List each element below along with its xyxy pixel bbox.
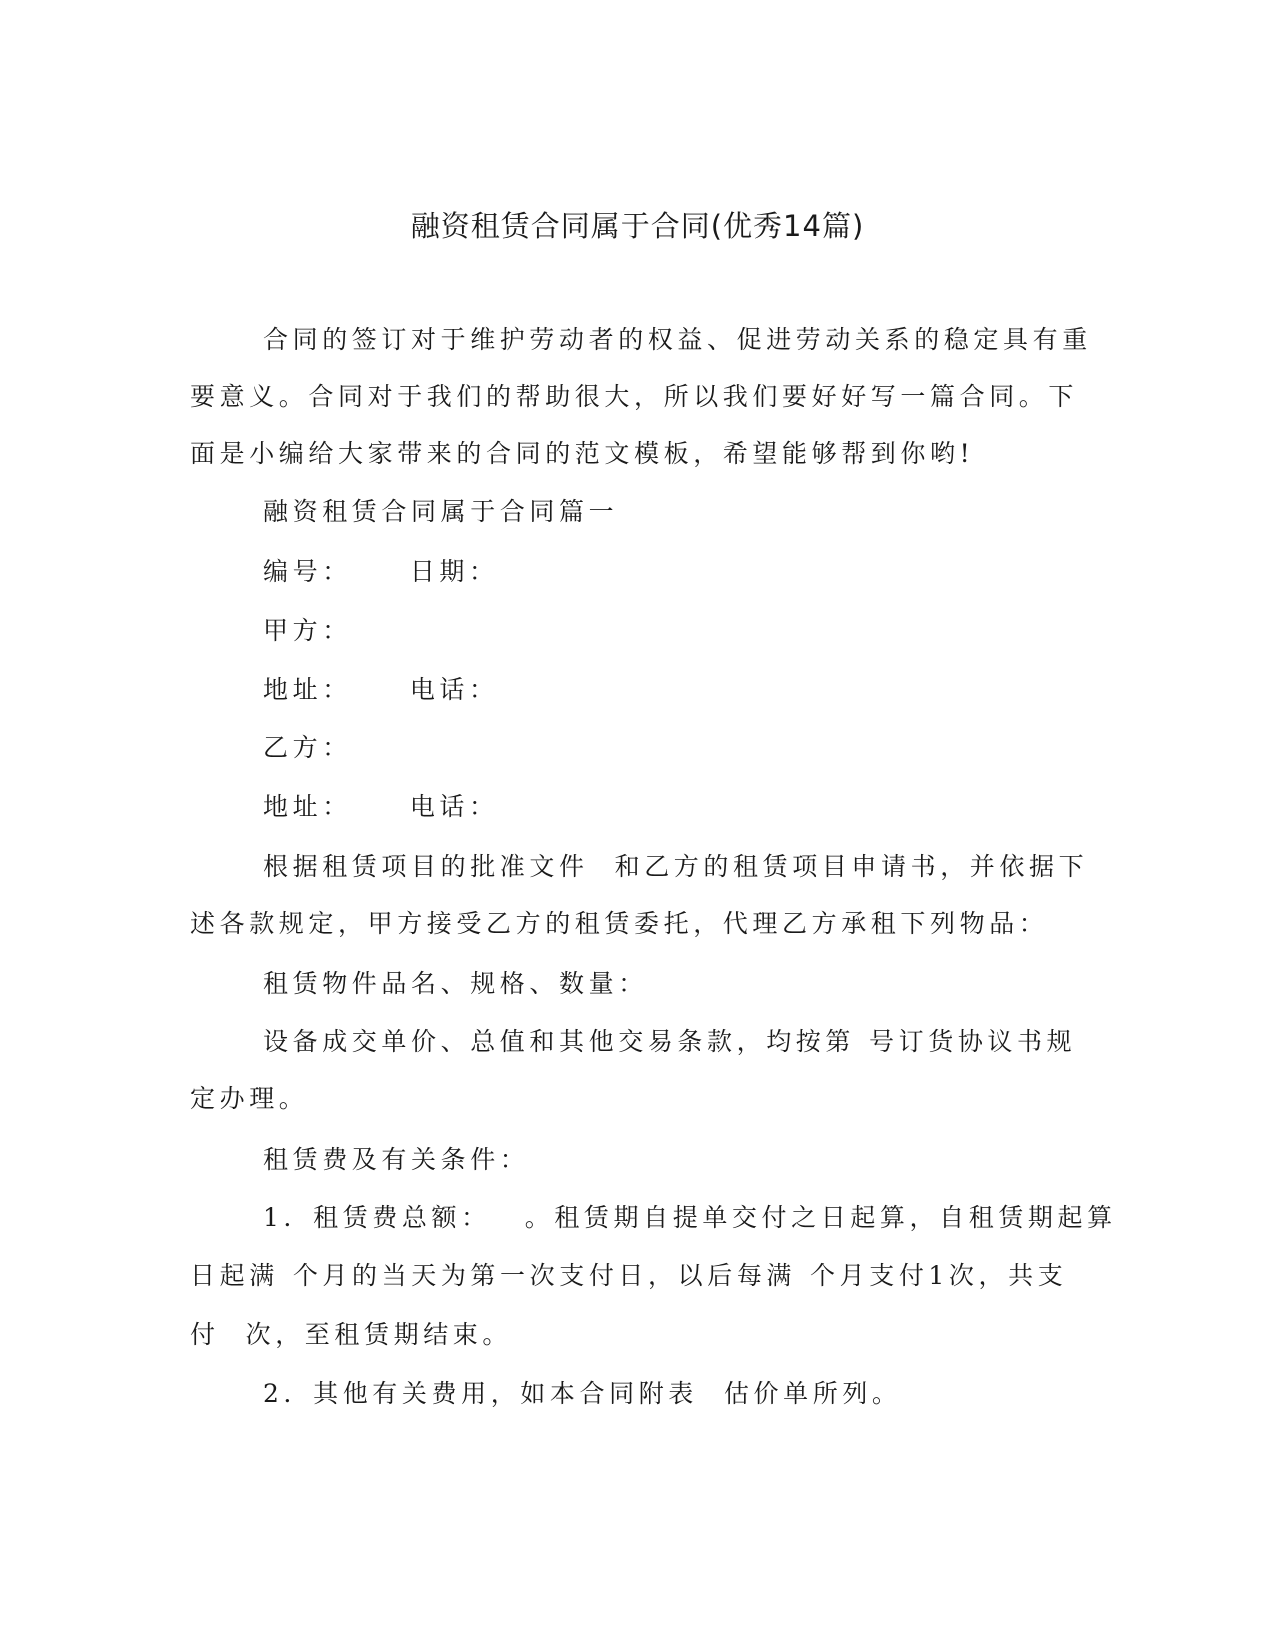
payment-count-prefix: 付: [190, 1320, 220, 1349]
first-payment-text: 个月的当天为第一次支付日，以后每满: [292, 1261, 797, 1290]
document-title: 融资租赁合同属于合同(优秀14篇): [410, 209, 865, 243]
payment-start-text: 日起满: [190, 1261, 279, 1290]
order-agreement-text: 号订货协议书规: [869, 1027, 1077, 1056]
application-text: 和乙方的租赁项目申请书，并依据下: [614, 852, 1089, 881]
body-paragraph-3-line-2: 定办理。: [190, 1084, 309, 1113]
party-b-label: 乙方：: [263, 733, 352, 762]
payment-frequency-text: 个月支付1次，共支: [810, 1261, 1068, 1290]
price-terms-text: 设备成交单价、总值和其他交易条款，均按第: [263, 1027, 856, 1056]
phone-a-label: 电话：: [409, 675, 499, 704]
body-paragraph-3-line-1: [263, 1025, 1076, 1059]
item-2: [263, 1377, 902, 1411]
intro-line-1: 合同的签订对于维护劳动者的权益、促进劳动关系的稳定具有重: [263, 325, 1092, 354]
party-a-label: 甲方：: [263, 616, 352, 645]
address-a-label: 地址：: [263, 675, 352, 704]
rent-total-label: 1．租赁费总额：: [263, 1203, 491, 1232]
item-1-line-2: [190, 1259, 1067, 1293]
section-heading: 融资租赁合同属于合同篇一: [263, 497, 619, 526]
rent-period-text: 。租赁期自提单交付之日起算，自租赁期起算: [524, 1203, 1117, 1232]
address-phone-b-row: [263, 790, 499, 824]
address-b-label: 地址：: [263, 792, 352, 821]
item-1-line-3: [190, 1318, 512, 1352]
approval-doc-text: 根据租赁项目的批准文件: [263, 852, 589, 881]
intro-line-3: 面是小编给大家带来的合同的范文模板，希望能够帮到你哟!: [190, 439, 975, 468]
number-date-row: [263, 555, 499, 589]
body-paragraph-4: 租赁费及有关条件：: [263, 1145, 530, 1174]
body-paragraph-2: 租赁物件品名、规格、数量：: [263, 969, 648, 998]
payment-count-text: 次，至租赁期结束。: [245, 1320, 513, 1349]
address-phone-a-row: [263, 673, 499, 707]
body-paragraph-1-line-2: 述各款规定，甲方接受乙方的租赁委托，代理乙方承租下列物品：: [190, 909, 1049, 938]
intro-line-2: 要意义。合同对于我们的帮助很大，所以我们要好好写一篇合同。下: [190, 382, 1079, 411]
body-paragraph-1-line-1: [263, 850, 1088, 884]
other-fees-text: 2．其他有关费用，如本合同附表: [263, 1379, 698, 1408]
number-label: 编号：: [263, 557, 352, 586]
phone-b-label: 电话：: [409, 792, 499, 821]
date-label: 日期：: [409, 557, 499, 586]
item-1-line-1: [263, 1201, 1117, 1235]
estimate-sheet-text: 估价单所列。: [723, 1379, 902, 1408]
